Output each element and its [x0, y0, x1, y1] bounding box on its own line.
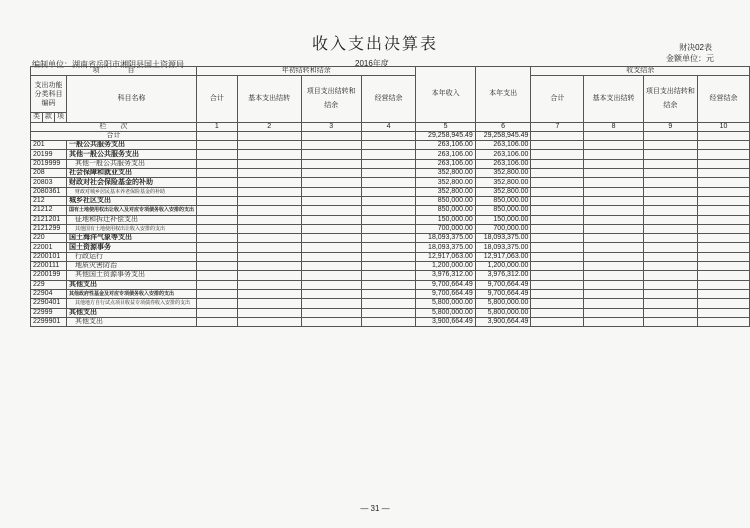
row-subject: 其他一般公共服务支出 [67, 150, 197, 159]
row-subject: 其他一般公共服务支出 [67, 159, 197, 168]
page-title: 收入支出决算表 [311, 36, 438, 53]
row-income: 3,900,664.49 [416, 317, 475, 326]
total-row [31, 131, 750, 140]
row-subject: 国土海洋气象等支出 [67, 234, 197, 243]
table-row [31, 299, 750, 308]
row-expense: 5,800,000.00 [475, 299, 531, 308]
table-row [31, 262, 750, 271]
row-code: 20803 [31, 178, 67, 187]
table-row [31, 234, 750, 243]
row-subject: 一般公共服务支出 [67, 141, 197, 150]
row-code: 220 [31, 234, 67, 243]
begin-total-header: 合计 [197, 76, 238, 122]
col-num: 4 [361, 122, 416, 131]
table-row [31, 169, 750, 178]
begin-operating-header: 经营结余 [361, 76, 416, 122]
row-code: 2200101 [31, 252, 67, 261]
row-income: 352,800.00 [416, 169, 475, 178]
page-number: — 31 — [360, 504, 390, 513]
table-row [31, 224, 750, 233]
class-header: 类 [31, 113, 43, 122]
row-expense: 3,976,312.00 [475, 271, 531, 280]
row-code: 2290401 [31, 299, 67, 308]
row-code: 21212 [31, 206, 67, 215]
col-num: 9 [643, 122, 697, 131]
table-row [31, 308, 750, 317]
row-subject: 其他地方自行试点项目收益专项债券收入安排的支出 [67, 299, 197, 308]
table-row [31, 252, 750, 261]
end-operating-header: 经营结余 [698, 76, 750, 122]
total-label: 合计 [31, 131, 197, 140]
income-header: 本年收入 [416, 67, 475, 123]
row-code: 2121201 [31, 215, 67, 224]
row-subject: 其他国土资源事务支出 [67, 271, 197, 280]
row-subject: 其他支出 [67, 317, 197, 326]
row-income: 352,800.00 [416, 187, 475, 196]
row-expense: 5,800,000.00 [475, 308, 531, 317]
total-income: 29,258,945.49 [416, 131, 475, 140]
begin-balance-header: 年初结转和结余 [197, 67, 416, 76]
row-code: 2200111 [31, 262, 67, 271]
expense-header: 本年支出 [475, 67, 531, 123]
row-expense: 12,917,063.00 [475, 252, 531, 261]
row-code: 229 [31, 280, 67, 289]
row-income: 263,106.00 [416, 150, 475, 159]
table-row [31, 187, 750, 196]
row-subject: 财政对社会保险基金的补助 [67, 178, 197, 187]
col-num: 8 [584, 122, 643, 131]
col-num: 3 [301, 122, 361, 131]
row-code: 212 [31, 196, 67, 205]
row-expense: 18,093,375.00 [475, 243, 531, 252]
fiscal-year: 2016年度 [355, 59, 389, 68]
row-expense: 9,700,664.49 [475, 280, 531, 289]
row-income: 18,093,375.00 [416, 234, 475, 243]
end-total-header: 合计 [531, 76, 584, 122]
row-income: 352,800.00 [416, 178, 475, 187]
item-header: 项 目 [31, 67, 197, 76]
row-income: 9,700,664.49 [416, 280, 475, 289]
end-balance-header: 收支结余 [531, 67, 750, 76]
row-code: 22999 [31, 308, 67, 317]
row-expense: 3,900,664.49 [475, 317, 531, 326]
row-income: 9,700,664.49 [416, 289, 475, 298]
row-code: 2121299 [31, 224, 67, 233]
row-income: 12,917,063.00 [416, 252, 475, 261]
table-row [31, 243, 750, 252]
col-num: 6 [475, 122, 531, 131]
row-expense: 700,000.00 [475, 224, 531, 233]
row-subject: 其他政府性基金及对应专项债务收入安排的支出 [67, 289, 197, 298]
row-expense: 263,106.00 [475, 141, 531, 150]
row-expense: 352,800.00 [475, 169, 531, 178]
table-row [31, 159, 750, 168]
row-expense: 263,106.00 [475, 159, 531, 168]
code-header: 支出功能分类科目编码 [31, 76, 67, 113]
xiang-header: 项 [55, 113, 67, 122]
col-num: 1 [197, 122, 238, 131]
row-subject: 行政运行 [67, 252, 197, 261]
table-row [31, 196, 750, 205]
row-expense: 850,000.00 [475, 196, 531, 205]
row-code: 2200199 [31, 271, 67, 280]
col-num: 2 [237, 122, 301, 131]
row-income: 150,000.00 [416, 215, 475, 224]
table-row [31, 215, 750, 224]
row-subject: 城乡社区支出 [67, 196, 197, 205]
row-expense: 352,800.00 [475, 187, 531, 196]
row-income: 5,800,000.00 [416, 308, 475, 317]
table-row [31, 178, 750, 187]
kuan-header: 款 [43, 113, 55, 122]
row-income: 263,106.00 [416, 159, 475, 168]
table-row [31, 206, 750, 215]
row-expense: 263,106.00 [475, 150, 531, 159]
col-num: 10 [698, 122, 750, 131]
table-row [31, 317, 750, 326]
row-code: 2019999 [31, 159, 67, 168]
row-subject: 其他支出 [67, 308, 197, 317]
row-code: 201 [31, 141, 67, 150]
begin-project-header: 项目支出结转和结余 [301, 76, 361, 122]
row-income: 263,106.00 [416, 141, 475, 150]
row-code: 20199 [31, 150, 67, 159]
total-expense: 29,258,945.49 [475, 131, 531, 140]
row-subject: 国土资源事务 [67, 243, 197, 252]
row-code: 2299901 [31, 317, 67, 326]
table-row [31, 271, 750, 280]
row-subject: 其他支出 [67, 280, 197, 289]
reporting-unit: 编制单位：湖南省岳阳市湘阴县国土资源局 [32, 60, 184, 69]
end-project-header: 项目支出结转和结余 [643, 76, 697, 122]
row-code: 22001 [31, 243, 67, 252]
end-basic-header: 基本支出结转 [584, 76, 643, 122]
row-expense: 9,700,664.49 [475, 289, 531, 298]
begin-basic-header: 基本支出结转 [237, 76, 301, 122]
row-expense: 352,800.00 [475, 178, 531, 187]
row-code: 208 [31, 169, 67, 178]
row-subject: 财政对城乡居民基本养老保险基金的补助 [67, 187, 197, 196]
row-subject: 社会保障和就业支出 [67, 169, 197, 178]
form-number: 财决02表 [679, 43, 712, 52]
col-num: 7 [531, 122, 584, 131]
row-expense: 1,200,000.00 [475, 262, 531, 271]
row-code: 2080361 [31, 187, 67, 196]
row-income: 850,000.00 [416, 196, 475, 205]
row-code: 22904 [31, 289, 67, 298]
table-row [31, 150, 750, 159]
row-income: 5,800,000.00 [416, 299, 475, 308]
col-num: 5 [416, 122, 475, 131]
row-subject: 国有土地使用权出让收入及对应专项债务收入安排的支出 [67, 206, 197, 215]
income-expense-table [30, 66, 750, 327]
subject-header: 科目名称 [67, 76, 197, 122]
table-row [31, 289, 750, 298]
row-income: 700,000.00 [416, 224, 475, 233]
row-subject: 其他国有土地使用权出让收入安排的支出 [67, 224, 197, 233]
table-row [31, 141, 750, 150]
row-subject: 地质灾害防治 [67, 262, 197, 271]
row-expense: 850,000.00 [475, 206, 531, 215]
row-number-label: 栏 次 [31, 122, 197, 131]
row-expense: 18,093,375.00 [475, 234, 531, 243]
amount-unit: 金额单位：元 [666, 54, 714, 63]
row-income: 850,000.00 [416, 206, 475, 215]
row-income: 18,093,375.00 [416, 243, 475, 252]
table-row [31, 280, 750, 289]
row-income: 3,976,312.00 [416, 271, 475, 280]
row-subject: 征地和拆迁补偿支出 [67, 215, 197, 224]
row-income: 1,200,000.00 [416, 262, 475, 271]
row-expense: 150,000.00 [475, 215, 531, 224]
